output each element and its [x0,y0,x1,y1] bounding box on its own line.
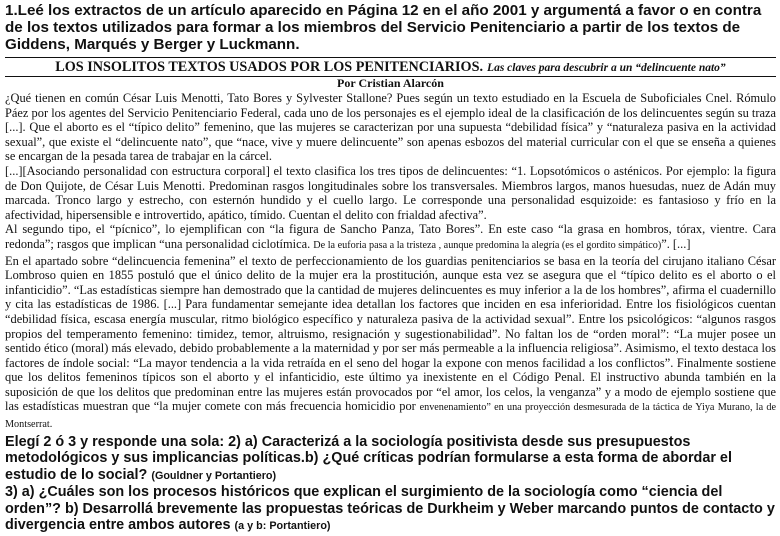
article-paragraph-2: [...][Asociando personalidad con estructura corporal] el texto clasifica los tres tipos de delincuentes: “1. Lopsotómicos o asténicos. Por ejemplo: la figura de Don Quijote, de César Luis Menotti. Predominan rasgos longitudinales sobre los transversales. Miembros largos, manos huesudas, nuez de Adán muy marcada. Tronco largo y estrecho, con esternón hundido y el cuello largo. Le corresponde una personalidad esquizoide: es fantasioso y frío en la afectividad, hipersensible e introvertido, apático, tímido. Cuentan el delito con frialdad afectiva”. [5,163,776,222]
article-paragraph-3-text: Al segundo tipo, el “pícnico”, lo ejemplifican con “la figura de Sancho Panza, Tato Bores”. En este caso “la grasa en hombros, tórax, vientre. Cara redonda”; rasgos que implican “una personalidad ciclotímica. [5,222,776,251]
article-body [5,91,776,433]
question-3-reference: (a y b: Portantiero) [234,520,331,533]
article-paragraph-3-end: ”. [...] [661,236,691,251]
questions-block [5,434,776,535]
article-paragraph-4-tail: envenenamiento” en una proyección desmesurada de la táctica de Yiya Murano, la de Montserrat. [5,402,776,431]
choose-instruction: Elegí 2 ó 3 y responde una sola: [5,433,229,450]
article-paragraph-3-quote: De la euforia pasa a la tristeza , aunque predomina la alegría (es el gordito simpático) [313,239,662,251]
question-2-reference: (Gouldner y Portantiero) [151,469,277,482]
article-paragraph-3 [5,222,776,253]
article-byline: Por Cristian Alarcón [337,76,444,90]
article-subtitle: Las claves para descubrir a un “delincuente nato” [487,62,726,74]
article-paragraph-4 [5,254,776,433]
question-2-text: 2) a) Caracterizá a la sociología positivista desde sus presupuestos metodológicos y sus implicancias políticas.b) ¿Qué críticas podrían formularse a esta forma de abordar el estudio de lo social? [5,433,732,483]
exercise-instruction: 1.Leé los extractos de un artículo aparecido en Página 12 en el año 2001 y argumentá a favor o en contra de los textos utilizados para formar a los miembros del Servicio Penitenciario a partir de los textos de Giddens, Marqués y Berger y Luckmann. [5,2,762,53]
article-paragraph-4-text: En el apartado sobre “delincuencia femenina” el texto de perfeccionamiento de los guardias penitenciarios se basa en la teoría del cirujano italiano César Lombroso quien en 1855 postuló que el único delito de la mujer era la prostitución, aunque esta vez se asegura que el “típico delito es el aborto o el infanticidio”. “Las estadísticas siempre han demostrado que la cantidad de mujeres delincuentes es muy inferior a la de los hombres”, afirma el cuadernillo y cita las estadísticas de 1986. [...] Para fundamentar semejante idea detallan los factores que inciden en esa inferioridad. Entre los fisiológicos cuentan “debilidad física, escasa energía muscular, ritmo biológico específico y naturaleza pasiva de la actividad sexual”. Entre los psicológicos: “algunos rasgos propios del temperamento femenino: timidez, temor, altruismo, resignación y sugestionabilidad”. No faltan los de “orden moral”: “La mujer posee un sentido ético (moral) más elevado, debido probablemente a la maternidad y por ser más permeable a la influencia religiosa”. Asimismo, el texto destaca los factores de índole social: “La mayor tendencia a la vida retraída en el seno del hogar la expone con menos facilidad a los conflictos”. Finalmente sostiene que los delitos femeninos típicos son el aborto y el infanticidio, este último ya inexistente en el Código Penal. El instructivo abunda también en la suposición de que los delitos que predominan entre las mujeres están provocados por “el amor, los celos, la venganza” y a modo de ejemplo sostiene que las estadísticas muestran que “la mujer comete con más frecuencia homicidio por [5,253,776,414]
article-paragraph-1: ¿Qué tienen en común César Luis Menotti, Tato Bores y Sylvester Stallone? Pues según un texto estudiado en la Escuela de Suboficiales Cnel. Rómulo Páez por los agentes del Servicio Penitenciario Federal, cada uno de los personajes es el ejemplo ideal de la clasificación de los delincuentes según su traza [...]. Que el aborto es el “típico delito” femenino, que las mujeres se caracterizan por una supuesta “debilidad física” y “naturaleza pasiva en la actividad sexual”, que existe el “delincuente nato”, que “nace, vive y muere delincuente” son apenas esbozos del material curricular con el que se enseña a quienes se encargan de la pesada tarea de trabajar en la cárcel. [5,91,776,164]
article-title-bar [5,57,776,77]
article-title: LOS INSOLITOS TEXTOS USADOS POR LOS PENITENCIARIOS. [55,59,484,75]
question-3-text: 3) a) ¿Cuáles son los procesos históricos que explican el surgimiento de la sociología como “ciencia del orden”? b) Desarrollá brevemente las propuestas teóricas de Durkheim y Weber marcando puntos de contacto y divergencia entre ambos autores [5,484,775,534]
